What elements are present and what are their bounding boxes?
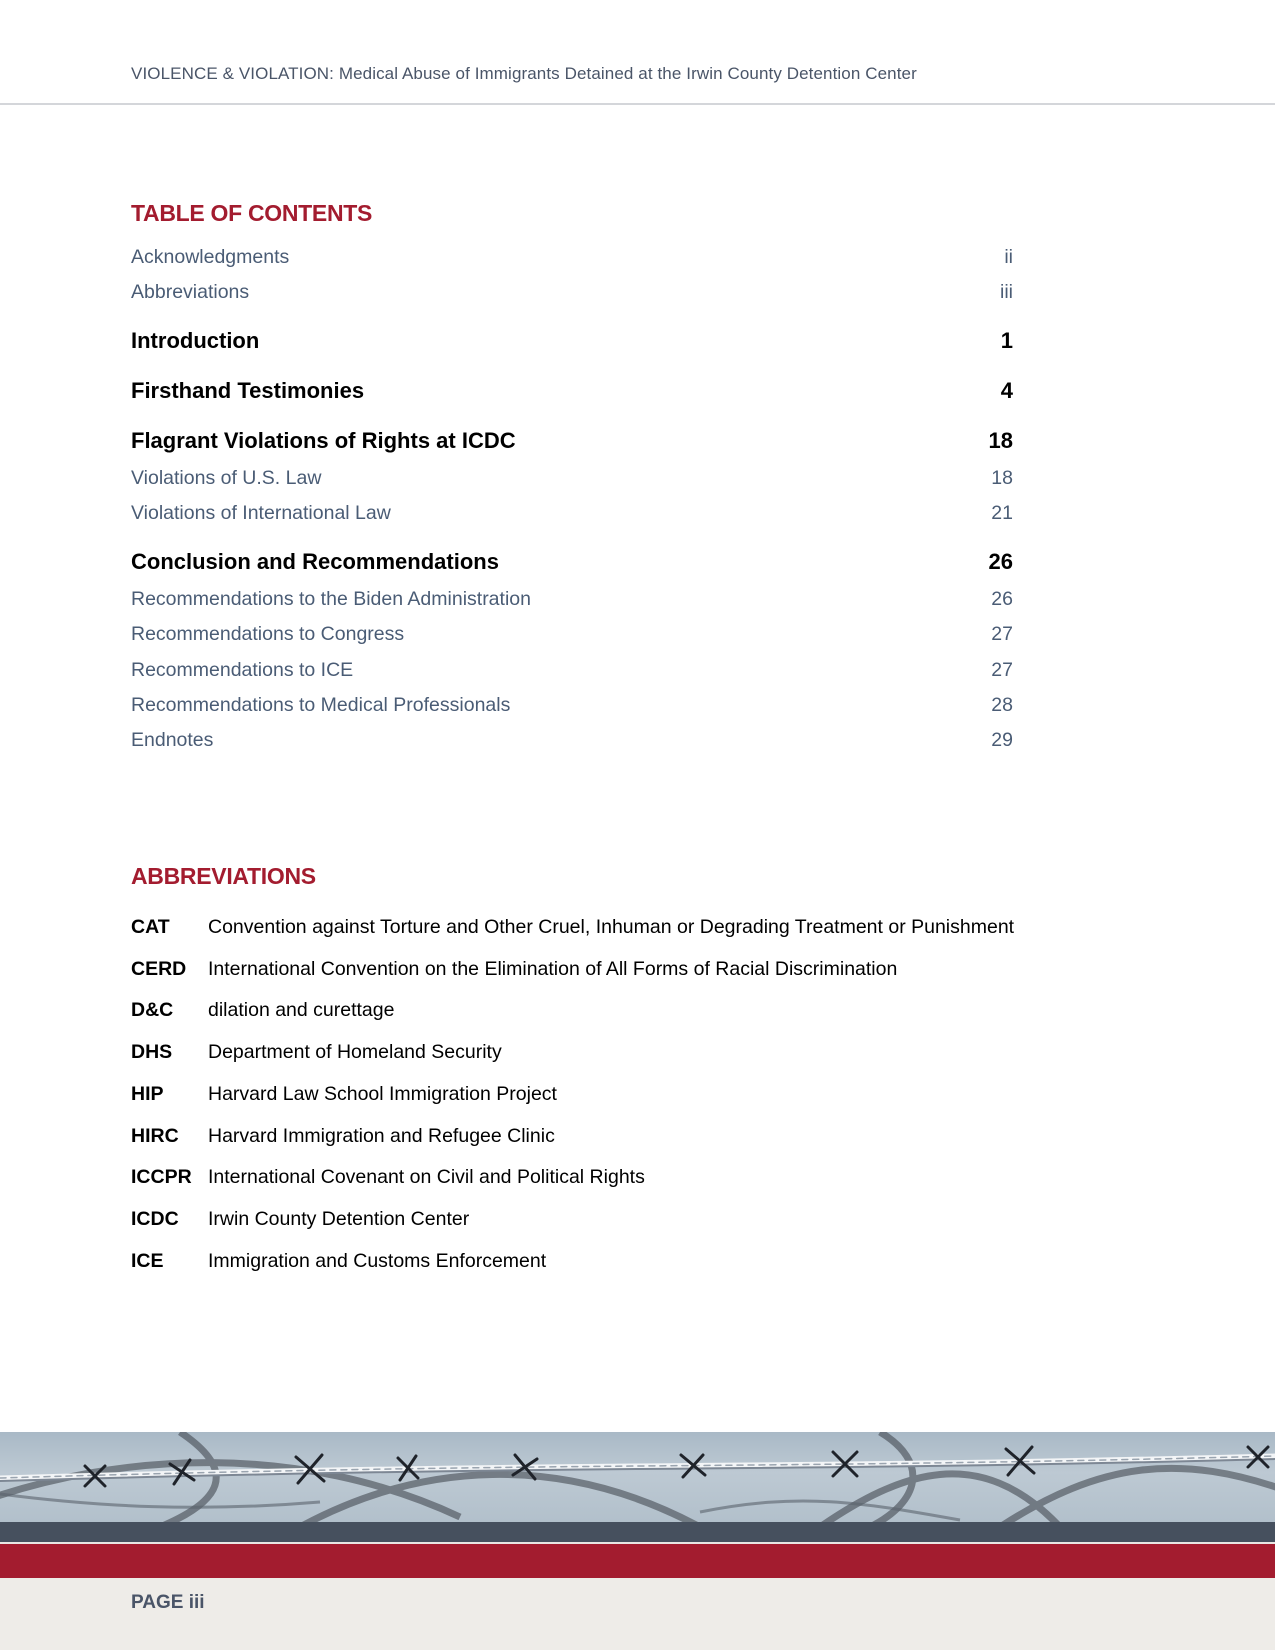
toc-entry-label: Introduction — [131, 328, 260, 353]
toc-entry-label: Recommendations to Congress — [131, 623, 405, 645]
toc-entry-page: 21 — [991, 502, 1013, 524]
toc-entry-label: Violations of International Law — [131, 502, 391, 524]
toc-entry-acknowledgments[interactable] — [131, 246, 1013, 269]
toc-entry-firsthand-testimonies[interactable] — [131, 378, 1013, 404]
page-number: PAGE iii — [131, 1592, 205, 1613]
abbreviation-term: HIRC — [131, 1125, 179, 1147]
abbreviation-definition: Department of Homeland Security — [208, 1041, 502, 1063]
abbreviation-definition: Harvard Immigration and Refugee Clinic — [208, 1125, 555, 1147]
toc-entry-page: 26 — [988, 549, 1013, 574]
abbreviation-definition: dilation and curettage — [208, 999, 395, 1021]
toc-entry-rec-biden[interactable] — [131, 588, 1013, 611]
toc-entry-label: Violations of U.S. Law — [131, 467, 322, 489]
abbreviation-term: ICE — [131, 1250, 164, 1272]
abbreviation-definition: Harvard Law School Immigration Project — [208, 1083, 557, 1105]
toc-entry-page: iii — [1000, 281, 1013, 303]
toc-entry-page: 18 — [991, 467, 1013, 489]
toc-entry-label: Recommendations to Medical Professionals — [131, 694, 511, 716]
toc-title: TABLE OF CONTENTS — [131, 200, 373, 226]
abbreviation-term: HIP — [131, 1083, 164, 1105]
abbreviation-term: D&C — [131, 999, 174, 1021]
toc-entry-introduction[interactable] — [131, 328, 1013, 354]
toc-entry-violations-international-law[interactable] — [131, 502, 1013, 525]
toc-entry-label: Endnotes — [131, 729, 214, 751]
abbreviation-definition: International Covenant on Civil and Political Rights — [208, 1166, 645, 1188]
abbreviation-definition: International Convention on the Elimination of All Forms of Racial Discrimination — [208, 958, 898, 980]
toc-entry-violations-us-law[interactable] — [131, 467, 1013, 490]
footer-red-band — [0, 1544, 1275, 1578]
toc-entry-conclusion[interactable] — [131, 549, 1013, 575]
toc-entry-page: 29 — [991, 729, 1013, 751]
toc-entry-label: Flagrant Violations of Rights at ICDC — [131, 428, 516, 453]
toc-entry-label: Conclusion and Recommendations — [131, 549, 499, 574]
toc-entry-rec-ice[interactable] — [131, 659, 1013, 682]
toc-entry-page: 1 — [1000, 328, 1013, 353]
abbreviations-title: ABBREVIATIONS — [131, 863, 316, 889]
abbreviation-definition: Immigration and Customs Enforcement — [208, 1250, 547, 1272]
toc-entry-label: Firsthand Testimonies — [131, 378, 365, 403]
toc-entry-page: 4 — [1000, 378, 1013, 403]
abbreviation-definition: Convention against Torture and Other Cruel, Inhuman or Degrading Treatment or Punishment — [208, 916, 1015, 938]
toc-entry-abbreviations[interactable] — [131, 281, 1013, 304]
running-header: VIOLENCE & VIOLATION: Medical Abuse of Immigrants Detained at the Irwin County Detention Center — [131, 64, 917, 83]
toc-entry-page: ii — [1004, 246, 1013, 268]
toc-entry-label: Recommendations to the Biden Administration — [131, 588, 531, 610]
abbreviation-term: ICCPR — [131, 1166, 192, 1188]
toc-entry-label: Abbreviations — [131, 281, 250, 303]
toc-entry-page: 28 — [991, 694, 1013, 716]
abbreviation-term: DHS — [131, 1041, 173, 1063]
toc-entry-page: 27 — [991, 659, 1013, 681]
abbreviation-definition: Irwin County Detention Center — [208, 1208, 470, 1230]
toc-entry-flagrant-violations[interactable] — [131, 428, 1013, 454]
toc-entry-page: 18 — [988, 428, 1013, 453]
abbreviation-term: ICDC — [131, 1208, 179, 1230]
toc-entry-page: 26 — [991, 588, 1013, 610]
footer-dark-band — [0, 1522, 1275, 1542]
toc-entry-rec-medical[interactable] — [131, 694, 1013, 717]
header-divider — [0, 103, 1275, 105]
footer-band — [0, 1578, 1275, 1650]
toc-entry-page: 27 — [991, 623, 1013, 645]
toc-entry-label: Acknowledgments — [131, 246, 290, 268]
toc-entry-label: Recommendations to ICE — [131, 659, 354, 681]
toc-entry-endnotes[interactable] — [131, 729, 1013, 752]
abbreviation-term: CERD — [131, 958, 187, 980]
barbed-wire-icon — [0, 1432, 1275, 1522]
abbreviation-term: CAT — [131, 916, 170, 938]
toc-entry-rec-congress[interactable] — [131, 623, 1013, 646]
